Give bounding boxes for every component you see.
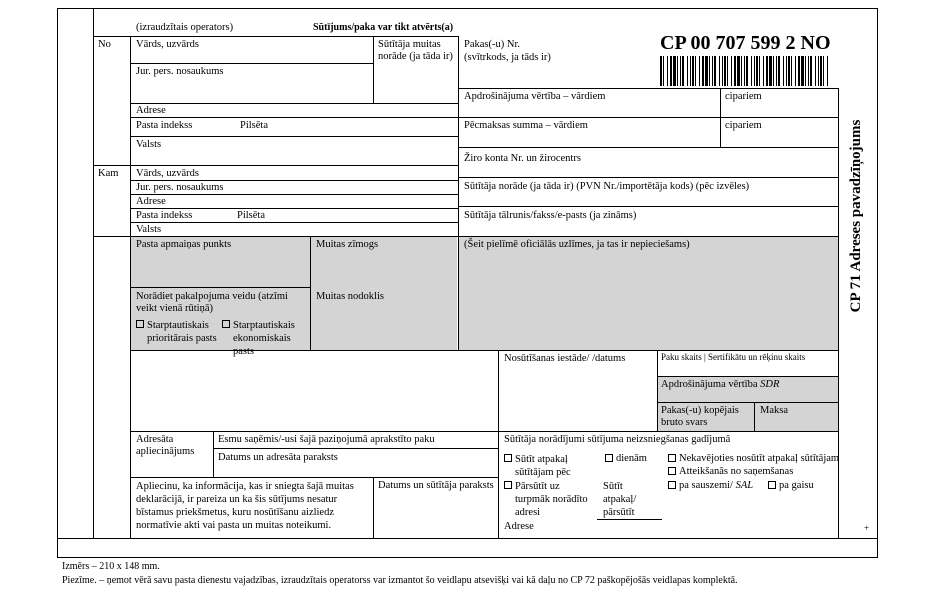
v-receipt (213, 431, 214, 477)
h-448 (213, 448, 498, 449)
giro-account: Žiro konta Nr. un žirocentrs (464, 153, 581, 164)
barcode-bar (754, 56, 755, 86)
recipient-legal-name: Jur. pers. nosaukums (136, 182, 224, 193)
open-note: Sūtījums/paka var tikt atvērts(a) (313, 22, 454, 33)
h-222 (130, 222, 458, 223)
h-206 (458, 206, 838, 207)
barcode-bar (663, 56, 664, 86)
refuse-label: Atteikšanās no saņemšanas (679, 466, 794, 477)
h-236 (93, 236, 838, 237)
h-402 (657, 402, 838, 403)
barcode-bar (741, 56, 742, 86)
plus-mark: + (864, 523, 870, 533)
forward-label: Pārsūtīt uz turpmāk norādīto adresi (515, 481, 588, 518)
barcode-bar (808, 56, 809, 86)
by-air-option[interactable] (768, 480, 814, 492)
h-431 (130, 431, 838, 432)
return-sender-option[interactable] (504, 453, 515, 465)
barcode-bar (660, 56, 662, 86)
official-labels: (Šeit pielīmē oficiālās uzlīmes, ja tas ir nepieciešams) (464, 239, 690, 250)
by-land-checkbox[interactable] (668, 481, 676, 489)
h-194 (130, 194, 458, 195)
economy-option[interactable] (222, 319, 233, 331)
barcode-bar (705, 56, 708, 86)
footer-note: Piezīme. – ņemot vērā savu pasta dienestu vajadzības, izraudzītais operatorss var izmantot šo veidlapu atsevišķi vai kā daļu no CP 72 paškopējošās veidlapas komplektā. (62, 575, 738, 586)
h-287 (130, 287, 310, 288)
h-208 (130, 208, 458, 209)
sender-name: Vārds, uzvārds (136, 39, 199, 50)
barcode-bar (722, 56, 723, 86)
barcode-bar (712, 56, 713, 86)
barcode-bar (690, 56, 691, 86)
h-165 (93, 165, 458, 166)
barcode-bar (751, 56, 752, 86)
barcode-bar (727, 56, 728, 86)
sender-city: Pilsēta (240, 120, 268, 131)
footer-rule (57, 557, 878, 558)
refuse-checkbox[interactable] (668, 467, 676, 475)
shade-official (459, 237, 839, 350)
customs-duty: Muitas nodoklis (316, 291, 384, 302)
barcode-bar (746, 56, 748, 86)
side-title: CP 71 Adreses pavadzīņojums (848, 119, 864, 313)
gross-weight: Pakas(-u) kopējais bruto svars (661, 405, 739, 428)
barcode-bar (769, 56, 772, 86)
barcode-bar (798, 56, 800, 86)
size-note: Izmērs – 210 x 148 mm. (62, 561, 160, 572)
barcode-bar (682, 56, 684, 86)
days-checkbox[interactable] (605, 454, 613, 462)
declaration-text: Apliecinu, ka informācija, kas ir sniegta šajā muitas deklarācijā, ir pareiza un ka šis sūtījums nesatur bīstamus priekšmetus, kuru nosūtīšanu aizliedz normatīvie akti vai pasta un muitas noteikumi. (136, 481, 354, 531)
abandon-label: Nekavējoties nosūtīt atpakaļ sūtītājam (679, 453, 840, 464)
days-option (605, 453, 647, 465)
days-label: dienām (616, 453, 647, 464)
parcel-count: Paku skaits | Sertifikātu un rēķinu skaits (661, 352, 806, 362)
v-dispatch (498, 350, 499, 538)
barcode-bar (786, 56, 787, 86)
barcode-bar (731, 56, 732, 86)
frame-top (57, 8, 878, 9)
priority-label: Starptautiskais prioritārais pasts (147, 320, 217, 344)
send-back-label: Sūtīt atpakaļ/ pārsūtīt (603, 481, 637, 518)
sender-contacts: Sūtītāja tālrunis/fakss/e-pasts (ja zināms) (464, 210, 637, 221)
barcode-bar (766, 56, 768, 86)
h-147 (458, 147, 838, 148)
recipient-address: Adrese (136, 196, 166, 207)
barcode-bar (714, 56, 716, 86)
barcode-bar (702, 56, 704, 86)
barcode-bar (773, 56, 774, 86)
economy-label: Starptautiskais ekonomiskais pasts (233, 320, 295, 357)
barcode-bar (756, 56, 758, 86)
abandon-option[interactable] (668, 453, 839, 465)
barcode-bar (692, 56, 694, 86)
recipient-postcode: Pasta indekss (136, 210, 193, 221)
cod-words: Pēcmaksas summa – vārdiem (464, 120, 588, 131)
barcode-bar (801, 56, 804, 86)
barcode-bar (734, 56, 736, 86)
service-type-label: Norādiet pakalpojuma veidu (atzīmi veikt vienā rūtiņā) (136, 291, 288, 314)
customs-stamp: Muitas zīmogs (316, 239, 379, 250)
barcode-bar (724, 56, 726, 86)
return-sender-label: Sūtīt atpakaļ sūtītājam pēc (515, 454, 571, 478)
barcode-bar (818, 56, 819, 86)
insured-figures: cipariem (725, 91, 762, 102)
nondelivery-title: Sūtītāja norādījumi sūtījuma neizsniegšanas gadījumā (504, 434, 731, 445)
tracking-number: CP 00 707 599 2 NO (660, 32, 831, 54)
h-519 (597, 519, 662, 520)
priority-option[interactable] (136, 319, 147, 331)
h-36 (93, 36, 458, 37)
v-gutter (93, 8, 94, 538)
by-air-checkbox[interactable] (768, 481, 776, 489)
dispatch-insured-label: Apdrošinājuma vērtība (661, 379, 758, 390)
operator-label: (izraudzītais operators) (136, 22, 234, 33)
v-fee (754, 402, 755, 431)
barcode-bar (788, 56, 790, 86)
priority-checkbox[interactable] (136, 320, 144, 328)
barcode-bar (827, 56, 828, 86)
return-sender-checkbox[interactable] (504, 454, 512, 462)
barcode-bar (719, 56, 720, 86)
barcode-bar (776, 56, 777, 86)
by-land-label: pa sauszemi/ (679, 480, 733, 491)
barcode-bar (791, 56, 792, 86)
barcode-bar (815, 56, 816, 86)
refuse-option[interactable] (668, 466, 793, 478)
barcode-bar (680, 56, 681, 86)
economy-checkbox[interactable] (222, 320, 230, 328)
fee: Maksa (760, 405, 788, 416)
sender-customs-ref: Sūtītāja muitas norāde (ja tāda ir) (378, 39, 453, 62)
barcode-bar (759, 56, 760, 86)
by-land-option[interactable] (668, 480, 753, 492)
barcode-bar (695, 56, 696, 86)
recipient-label: Kam (98, 168, 119, 179)
barcode-bar (763, 56, 764, 86)
v-customs-ref (373, 36, 374, 103)
forward-option[interactable] (504, 480, 515, 492)
frame-right (877, 8, 878, 558)
sender-legal-name: Jur. pers. nosaukums (136, 66, 224, 77)
dispatch-office-date: Nosūtīšanas iestāde/ /datums (504, 353, 626, 364)
h-117 (130, 117, 838, 118)
sender-date-signature: Datums un sūtītāja paraksts (378, 480, 494, 491)
barcode-bar (783, 56, 784, 86)
barcode-bar (677, 56, 678, 86)
nondelivery-address: Adrese (504, 521, 534, 532)
sal-label: SAL (735, 480, 754, 491)
receipt-statement: Esmu saņēmis/-usi šajā paziņojumā aprakstīto paku (218, 434, 435, 445)
v-office (310, 237, 311, 350)
dispatch-insured (661, 379, 779, 391)
barcode (660, 56, 832, 86)
barcode-bar (737, 56, 740, 86)
sender-country: Valsts (136, 139, 162, 150)
barcode-bar (805, 56, 806, 86)
parcel-nr-label: Pakas(-u) Nr. (464, 39, 520, 50)
h-136 (130, 136, 458, 137)
sender-address: Adrese (136, 105, 166, 116)
barcode-bar (810, 56, 812, 86)
receipt-label: Adresāta apliecinājums (136, 434, 195, 457)
v-parcel (657, 350, 658, 431)
h-88 (458, 88, 838, 89)
recipient-city: Pilsēta (237, 210, 265, 221)
sender-postcode: Pasta indekss (136, 120, 193, 131)
recipient-name: Vārds, uzvārds (136, 168, 199, 179)
barcode-bar (709, 56, 710, 86)
v-mid (458, 36, 459, 350)
receipt-date-signature: Datums un adresāta paraksts (218, 452, 338, 463)
barcode-bar (687, 56, 688, 86)
sdr-unit: SDR (760, 379, 780, 390)
barcode-bar (699, 56, 700, 86)
barcode-bar (673, 56, 676, 86)
barcode-bar (670, 56, 672, 86)
by-air-label: pa gaisu (779, 480, 814, 491)
cod-figures: cipariem (725, 120, 762, 131)
barcode-bar (820, 56, 822, 86)
barcode-bar (744, 56, 745, 86)
barcode-bar (823, 56, 824, 86)
exchange-office: Pasta apmaiņas punkts (136, 239, 232, 250)
sender-label: No (98, 39, 111, 50)
abandon-checkbox[interactable] (668, 454, 676, 462)
barcode-bar (778, 56, 780, 86)
barcode-bar (795, 56, 796, 86)
h-376 (657, 376, 838, 377)
frame-bottom (57, 538, 878, 539)
forward-checkbox[interactable] (504, 481, 512, 489)
h-177 (458, 177, 838, 178)
h-63 (130, 63, 373, 64)
h-103 (130, 103, 458, 104)
barcode-label: (svītrkods, ja tāds ir) (464, 52, 551, 63)
v-sidebar (838, 88, 839, 538)
h-477 (130, 477, 498, 478)
frame-left (57, 8, 58, 558)
recipient-country: Valsts (136, 224, 162, 235)
h-180 (130, 180, 458, 181)
vat-ref: Sūtītāja norāde (ja tāda ir) (PVN Nr./importētāja kods) (pēc izvēles) (464, 181, 750, 192)
barcode-bar (667, 56, 668, 86)
v-declaration (373, 477, 374, 538)
insured-words: Apdrošinājuma vērtība – vārdiem (464, 91, 606, 102)
